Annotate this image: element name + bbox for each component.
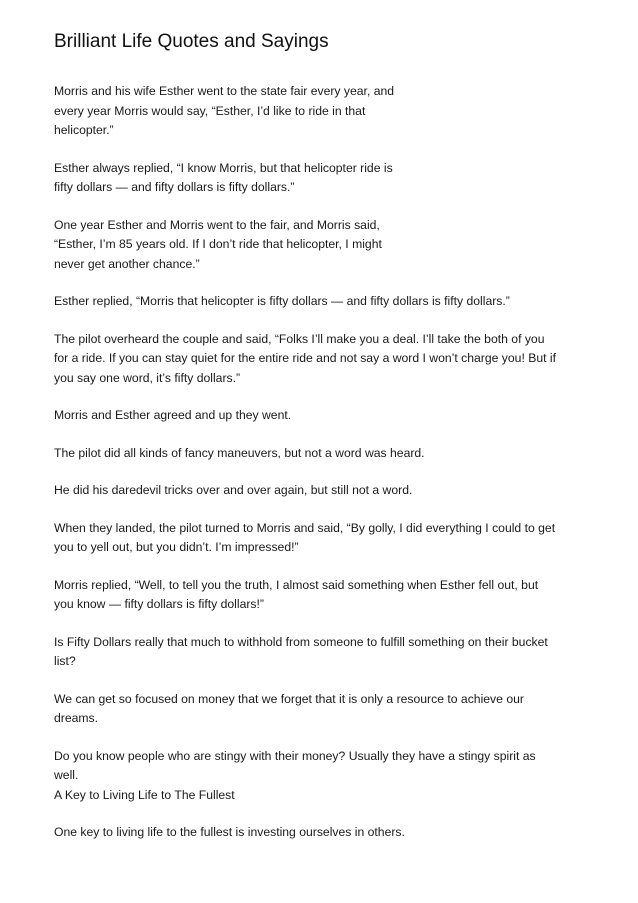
paragraph-6: Morris and Esther agreed and up they went. bbox=[54, 408, 292, 422]
paragraph-7: The pilot did all kinds of fancy maneuvers, but not a word was heard. bbox=[54, 445, 425, 460]
paragraph-11: Is Fifty Dollars really that much to withhold from someone to fulfill something on their bucket list? bbox=[54, 634, 548, 668]
paragraph-8: He did his daredevil tricks over and over again, but still not a word. bbox=[54, 483, 413, 497]
closing-paragraph: One key to living life to the fullest is investing ourselves in others. bbox=[54, 825, 405, 839]
paragraph-1: Morris and his wife Esther went to the state fair every year, and every year Morris would say, “Esther, I’d like to ride in that helicopter.” bbox=[54, 84, 395, 137]
paragraph-3: One year Esther and Morris went to the fair, and Morris said, “Esther, I’m 85 years old. If I don’t ride that helicopter, I might never get another chance.” bbox=[54, 217, 382, 271]
paragraph-10: Morris replied, “Well, to tell you the truth, I almost said something when Esther fell out, but you know — fifty dollars is fifty dollars!” bbox=[54, 577, 539, 611]
page-title: Brilliant Life Quotes and Sayings bbox=[54, 31, 329, 52]
paragraph-9: When they landed, the pilot turned to Morris and said, “By golly, I did everything I could to get you to yell out, but you didn’t. I’m impressed!” bbox=[54, 520, 556, 554]
paragraph-5: The pilot overheard the couple and said, “Folks I’ll make you a deal. I’ll take the both of you for a ride. If you can stay quiet for the entire ride and not say a word I won’t charge you! But if you say one word, it’s fifty dollars.” bbox=[54, 331, 556, 385]
paragraph-13: Do you know people who are stingy with their money? Usually they have a stingy spirit as well. bbox=[54, 748, 536, 782]
paragraph-2: Esther always replied, “I know Morris, but that helicopter ride is fifty dollars — and fifty dollars is fifty dollars.” bbox=[54, 160, 393, 194]
paragraph-12: We can get so focused on money that we forget that it is only a resource to achieve our dreams. bbox=[54, 691, 524, 725]
section-subheading: A Key to Living Life to The Fullest bbox=[54, 787, 235, 802]
paragraph-4: Esther replied, “Morris that helicopter is fifty dollars — and fifty dollars is fifty dollars.” bbox=[54, 294, 510, 308]
